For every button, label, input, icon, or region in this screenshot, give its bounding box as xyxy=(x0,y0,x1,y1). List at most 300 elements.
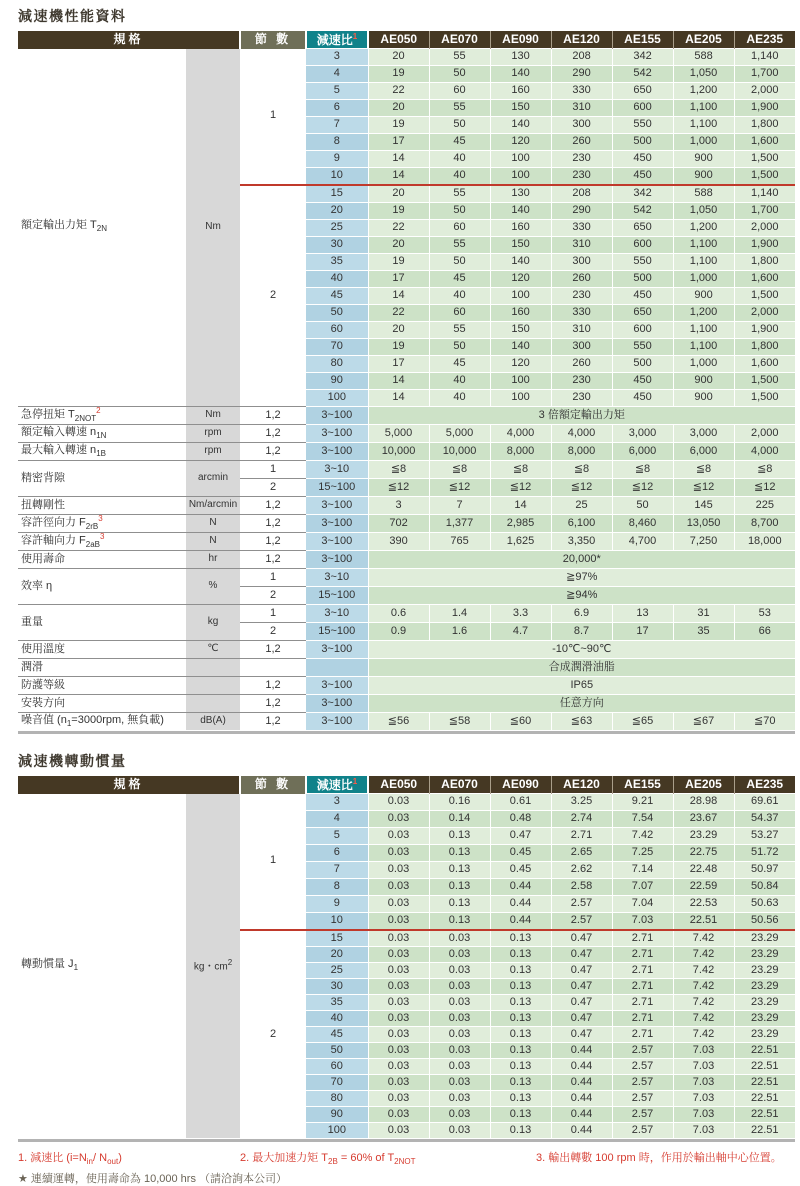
value-cell: 13 xyxy=(612,605,673,623)
value-cell: 22 xyxy=(368,83,429,100)
value-cell: 0.44 xyxy=(551,1075,612,1091)
value-cell: 140 xyxy=(490,339,551,356)
value-cell: 23.29 xyxy=(734,1011,795,1027)
value-cell: 2.71 xyxy=(612,979,673,995)
merged-value-cell: 20,000* xyxy=(368,551,795,569)
value-cell: 45 xyxy=(429,134,490,151)
value-cell: 23.29 xyxy=(734,963,795,979)
ratio-cell: 3~100 xyxy=(306,713,368,731)
ratio-cell: 15~100 xyxy=(306,479,368,497)
header-row xyxy=(18,31,795,49)
value-cell: ≦12 xyxy=(490,479,551,497)
value-cell: 160 xyxy=(490,83,551,100)
product-column-header: AE205 xyxy=(673,31,734,49)
text-segment: 使用壽命 xyxy=(21,552,65,565)
footnote-2 xyxy=(240,1149,536,1166)
value-cell: 7.03 xyxy=(673,1043,734,1059)
value-cell: 160 xyxy=(490,220,551,237)
value-cell: 1,200 xyxy=(673,305,734,322)
spec-row xyxy=(18,515,795,533)
stage-number-cell: 1 xyxy=(240,794,306,931)
spec-unit xyxy=(186,443,240,461)
value-cell: 150 xyxy=(490,100,551,117)
text-segment: 最大輸入轉速 n xyxy=(21,443,97,456)
value-cell: 550 xyxy=(612,254,673,271)
value-cell: 450 xyxy=(612,151,673,168)
value-cell: 22.51 xyxy=(734,1107,795,1123)
value-cell: ≦12 xyxy=(734,479,795,497)
value-cell: 17 xyxy=(368,134,429,151)
value-cell: 2.57 xyxy=(612,1043,673,1059)
spec-row xyxy=(18,677,795,695)
value-cell: 25 xyxy=(551,497,612,515)
spec-unit xyxy=(186,515,240,533)
value-cell: 7.07 xyxy=(612,879,673,896)
value-cell: ≦12 xyxy=(673,479,734,497)
spec-unit xyxy=(186,695,240,713)
spec-row xyxy=(18,533,795,551)
value-cell: 0.03 xyxy=(368,879,429,896)
value-cell: 31 xyxy=(673,605,734,623)
ratio-cell: 4 xyxy=(306,811,368,828)
inertia-table-container xyxy=(18,776,797,1142)
value-cell: 14 xyxy=(368,151,429,168)
ratio-cell: 10 xyxy=(306,913,368,931)
value-cell: 450 xyxy=(612,373,673,390)
value-cell: 2.57 xyxy=(551,896,612,913)
text-segment: 1N xyxy=(96,430,107,440)
value-cell: 0.13 xyxy=(490,979,551,995)
value-cell: 66 xyxy=(734,623,795,641)
value-cell: 120 xyxy=(490,356,551,373)
ratio-cell: 8 xyxy=(306,879,368,896)
spec-row xyxy=(18,641,795,659)
value-cell: 19 xyxy=(368,117,429,134)
spec-label xyxy=(18,497,186,515)
value-cell: 20 xyxy=(368,49,429,66)
text-segment: / N xyxy=(93,1152,108,1164)
value-cell: 0.13 xyxy=(429,845,490,862)
value-cell: 145 xyxy=(673,497,734,515)
value-cell: 120 xyxy=(490,134,551,151)
ratio-cell: 40 xyxy=(306,271,368,288)
value-cell: 330 xyxy=(551,83,612,100)
value-cell: 0.03 xyxy=(429,1123,490,1139)
section-unit xyxy=(186,794,240,1139)
value-cell: 1,050 xyxy=(673,66,734,83)
ratio-cell: 3 xyxy=(306,49,368,66)
product-column-header: AE070 xyxy=(429,31,490,49)
value-cell: 1,100 xyxy=(673,100,734,117)
ratio-cell: 35 xyxy=(306,995,368,1011)
value-cell: 450 xyxy=(612,390,673,407)
value-cell: 765 xyxy=(429,533,490,551)
value-cell: 1,900 xyxy=(734,237,795,254)
value-cell: ≦70 xyxy=(734,713,795,731)
ratio-cell: 10 xyxy=(306,168,368,186)
value-cell: 0.03 xyxy=(429,1091,490,1107)
stage-number-cell: 1,2 xyxy=(240,443,306,461)
value-cell: 14 xyxy=(490,497,551,515)
ratio-cell: 9 xyxy=(306,896,368,913)
value-cell: 22.53 xyxy=(673,896,734,913)
spec-row xyxy=(18,407,795,425)
value-cell: 8,000 xyxy=(490,443,551,461)
value-cell: 900 xyxy=(673,151,734,168)
value-cell: 0.61 xyxy=(490,794,551,811)
header-row xyxy=(18,776,795,794)
value-cell: 120 xyxy=(490,271,551,288)
text-segment: 1B xyxy=(96,448,106,458)
ratio-cell: 35 xyxy=(306,254,368,271)
value-cell: 2.71 xyxy=(612,963,673,979)
value-cell: 19 xyxy=(368,339,429,356)
value-cell: 1,100 xyxy=(673,322,734,339)
value-cell: 0.03 xyxy=(368,896,429,913)
spec-row xyxy=(18,551,795,569)
value-cell: 3,000 xyxy=(673,425,734,443)
value-cell: 588 xyxy=(673,185,734,203)
value-cell: 0.03 xyxy=(429,1011,490,1027)
ratio-cell: 3~100 xyxy=(306,425,368,443)
ratio-cell: 8 xyxy=(306,134,368,151)
value-cell: 100 xyxy=(490,373,551,390)
data-table xyxy=(18,31,795,730)
footnote-1 xyxy=(18,1149,240,1166)
text-segment: hr xyxy=(208,553,218,565)
value-cell: 7.42 xyxy=(673,930,734,947)
value-cell: 0.03 xyxy=(429,1059,490,1075)
value-cell: 22.75 xyxy=(673,845,734,862)
value-cell: 300 xyxy=(551,117,612,134)
value-cell: 7.42 xyxy=(612,828,673,845)
text-segment: 2N xyxy=(96,224,108,234)
value-cell: 2.57 xyxy=(551,913,612,931)
value-cell: ≦56 xyxy=(368,713,429,731)
value-cell: 300 xyxy=(551,339,612,356)
value-cell: 600 xyxy=(612,322,673,339)
value-cell: 7.03 xyxy=(673,1075,734,1091)
value-cell: 55 xyxy=(429,185,490,203)
value-cell: 0.47 xyxy=(551,930,612,947)
text-segment: 轉動慣量 J xyxy=(21,957,74,970)
ratio-cell: 5 xyxy=(306,83,368,100)
ratio-cell xyxy=(306,659,368,677)
value-cell: 0.03 xyxy=(368,828,429,845)
value-cell: 60 xyxy=(429,220,490,237)
value-cell: 7.03 xyxy=(673,1091,734,1107)
spec-unit xyxy=(186,641,240,659)
value-cell: 2.74 xyxy=(551,811,612,828)
value-cell: 2.71 xyxy=(612,1011,673,1027)
value-cell: 0.03 xyxy=(368,963,429,979)
value-cell: 19 xyxy=(368,254,429,271)
value-cell: 0.03 xyxy=(368,995,429,1011)
value-cell: 1,800 xyxy=(734,339,795,356)
ratio-cell: 45 xyxy=(306,1027,368,1043)
value-cell: 1,140 xyxy=(734,185,795,203)
value-cell: 1,100 xyxy=(673,339,734,356)
value-cell: 3,000 xyxy=(612,425,673,443)
value-cell: 0.03 xyxy=(368,1107,429,1123)
spec-row xyxy=(18,497,795,515)
ratio-cell: 80 xyxy=(306,1091,368,1107)
value-cell: 500 xyxy=(612,356,673,373)
value-cell: 53 xyxy=(734,605,795,623)
text-segment: = 60% of T xyxy=(337,1152,395,1164)
value-cell: 8,700 xyxy=(734,515,795,533)
text-segment: ) xyxy=(118,1152,122,1164)
value-cell: 150 xyxy=(490,322,551,339)
value-cell: 1,600 xyxy=(734,356,795,373)
text-segment: ★ 連續運轉，使用壽命為 10,000 hrs （請洽詢本公司） xyxy=(18,1173,288,1186)
value-cell: 23.29 xyxy=(734,930,795,947)
text-segment: 1 xyxy=(73,963,79,973)
product-column-header: AE090 xyxy=(490,31,551,49)
value-cell: 100 xyxy=(490,390,551,407)
value-cell: 0.13 xyxy=(490,1075,551,1091)
spec-row xyxy=(18,443,795,461)
ratio-cell: 80 xyxy=(306,356,368,373)
ratio-cell: 3~100 xyxy=(306,497,368,515)
ratio-cell: 3~10 xyxy=(306,569,368,587)
value-cell: 3 xyxy=(368,497,429,515)
stage-number-cell: 2 xyxy=(240,479,306,497)
value-cell: 0.03 xyxy=(368,1075,429,1091)
spec-unit xyxy=(186,461,240,497)
ratio-cell: 30 xyxy=(306,979,368,995)
text-segment: out xyxy=(107,1157,119,1167)
text-segment: =3000rpm, 無負載) xyxy=(71,713,164,726)
stage-column-header: 節 數 xyxy=(240,31,306,49)
ratio-cell: 3~100 xyxy=(306,677,368,695)
merged-value-cell: ≧94% xyxy=(368,587,795,605)
product-column-header: AE090 xyxy=(490,776,551,794)
value-cell: 1,900 xyxy=(734,322,795,339)
value-cell: 10,000 xyxy=(429,443,490,461)
value-cell: 10,000 xyxy=(368,443,429,461)
value-cell: 45 xyxy=(429,271,490,288)
ratio-cell: 3~100 xyxy=(306,515,368,533)
stage-number-cell: 1,2 xyxy=(240,695,306,713)
value-cell: 0.13 xyxy=(429,862,490,879)
value-cell: ≦8 xyxy=(551,461,612,479)
stage-number-cell: 1,2 xyxy=(240,533,306,551)
ratio-cell: 100 xyxy=(306,390,368,407)
value-cell: ≦12 xyxy=(368,479,429,497)
product-column-header: AE155 xyxy=(612,31,673,49)
value-cell: 0.03 xyxy=(368,1091,429,1107)
spec-unit xyxy=(186,551,240,569)
value-cell: 2.58 xyxy=(551,879,612,896)
value-cell: 69.61 xyxy=(734,794,795,811)
ratio-cell: 3~10 xyxy=(306,461,368,479)
value-cell: 1.4 xyxy=(429,605,490,623)
text-segment: 2aB xyxy=(85,540,101,550)
spec-column-header: 規格 xyxy=(18,776,240,794)
value-cell: 2.71 xyxy=(612,1027,673,1043)
value-cell: 2.71 xyxy=(612,930,673,947)
text-segment: 扭轉剛性 xyxy=(21,498,65,511)
value-cell: 0.03 xyxy=(429,1075,490,1091)
value-cell: 342 xyxy=(612,49,673,66)
value-cell: 1,625 xyxy=(490,533,551,551)
value-cell: 0.44 xyxy=(551,1043,612,1059)
value-cell: 140 xyxy=(490,203,551,220)
value-cell: 140 xyxy=(490,117,551,134)
spec-label xyxy=(18,551,186,569)
value-cell: 22.59 xyxy=(673,879,734,896)
footnotes xyxy=(18,1149,797,1186)
ratio-cell: 3~100 xyxy=(306,551,368,569)
value-cell: 0.47 xyxy=(490,828,551,845)
value-cell: 50 xyxy=(429,203,490,220)
footnote-star xyxy=(18,1170,797,1186)
value-cell: 550 xyxy=(612,117,673,134)
value-cell: 1,100 xyxy=(673,237,734,254)
value-cell: 20 xyxy=(368,237,429,254)
spec-unit xyxy=(186,605,240,641)
value-cell: 50.97 xyxy=(734,862,795,879)
value-cell: 0.13 xyxy=(429,828,490,845)
value-cell: 0.03 xyxy=(429,1027,490,1043)
value-cell: 17 xyxy=(368,356,429,373)
value-cell: 0.13 xyxy=(490,1043,551,1059)
ratio-cell: 15 xyxy=(306,930,368,947)
value-cell: 2.57 xyxy=(612,1059,673,1075)
value-cell: 22 xyxy=(368,220,429,237)
footnote-line xyxy=(18,1149,797,1166)
ratio-cell: 4 xyxy=(306,66,368,83)
value-cell: 310 xyxy=(551,322,612,339)
value-cell: 7.54 xyxy=(612,811,673,828)
value-cell: 290 xyxy=(551,66,612,83)
text-segment: 2B xyxy=(328,1157,338,1167)
value-cell: 6,000 xyxy=(612,443,673,461)
value-cell: 45 xyxy=(429,356,490,373)
value-cell: 17 xyxy=(612,623,673,641)
stage-number-cell: 2 xyxy=(240,623,306,641)
spec-label xyxy=(18,533,186,551)
value-cell: 50 xyxy=(429,254,490,271)
value-cell: 0.9 xyxy=(368,623,429,641)
value-cell: 1,100 xyxy=(673,117,734,134)
spec-unit xyxy=(186,425,240,443)
value-cell: 7 xyxy=(429,497,490,515)
value-cell: 230 xyxy=(551,288,612,305)
value-cell: 0.03 xyxy=(368,862,429,879)
text-segment: Nm xyxy=(205,409,221,421)
value-cell: 19 xyxy=(368,203,429,220)
value-cell: 5,000 xyxy=(368,425,429,443)
data-row xyxy=(18,49,795,66)
value-cell: 7.42 xyxy=(673,1011,734,1027)
value-cell: 23.29 xyxy=(673,828,734,845)
value-cell: 550 xyxy=(612,339,673,356)
value-cell: 2,985 xyxy=(490,515,551,533)
value-cell: 0.44 xyxy=(551,1123,612,1139)
value-cell: 5,000 xyxy=(429,425,490,443)
performance-table-container xyxy=(18,31,797,734)
text-segment: ℃ xyxy=(207,643,219,655)
value-cell: 0.44 xyxy=(490,896,551,913)
value-cell: 290 xyxy=(551,203,612,220)
stage-number-cell: 1,2 xyxy=(240,677,306,695)
ratio-cell: 50 xyxy=(306,305,368,322)
value-cell: 8,000 xyxy=(551,443,612,461)
value-cell: 310 xyxy=(551,100,612,117)
value-cell: 0.03 xyxy=(368,1123,429,1139)
value-cell: 0.03 xyxy=(429,1043,490,1059)
value-cell: 2.71 xyxy=(612,947,673,963)
value-cell: 13,050 xyxy=(673,515,734,533)
ratio-cell: 15~100 xyxy=(306,587,368,605)
value-cell: 22.51 xyxy=(734,1043,795,1059)
value-cell: 0.13 xyxy=(490,1123,551,1139)
merged-value-cell: 3 倍額定輸出力矩 xyxy=(368,407,795,425)
value-cell: 0.03 xyxy=(368,1027,429,1043)
ratio-cell: 70 xyxy=(306,1075,368,1091)
text-segment: 精密背隙 xyxy=(21,471,65,484)
value-cell: 0.44 xyxy=(490,879,551,896)
value-cell: 4,700 xyxy=(612,533,673,551)
stage-number-cell: 1,2 xyxy=(240,407,306,425)
text-segment: Nm xyxy=(205,221,221,232)
value-cell: 0.47 xyxy=(551,995,612,1011)
ratio-cell: 3~100 xyxy=(306,533,368,551)
text-segment: Nm/arcmin xyxy=(188,499,238,511)
value-cell: 1,600 xyxy=(734,134,795,151)
stage-number-cell: 1,2 xyxy=(240,641,306,659)
value-cell: 35 xyxy=(673,623,734,641)
ratio-cell: 3 xyxy=(306,794,368,811)
value-cell: 20 xyxy=(368,322,429,339)
value-cell: ≦12 xyxy=(429,479,490,497)
value-cell: 50.63 xyxy=(734,896,795,913)
ratio-cell: 15 xyxy=(306,185,368,203)
value-cell: 0.03 xyxy=(368,794,429,811)
value-cell: 260 xyxy=(551,356,612,373)
value-cell: 0.13 xyxy=(490,1011,551,1027)
value-cell: 7.03 xyxy=(673,1123,734,1139)
value-cell: 0.16 xyxy=(429,794,490,811)
value-cell: 100 xyxy=(490,288,551,305)
value-cell: 22.51 xyxy=(734,1059,795,1075)
stage-number-cell: 1,2 xyxy=(240,713,306,731)
text-segment: 2 xyxy=(227,957,233,967)
spec-label xyxy=(18,425,186,443)
value-cell: 230 xyxy=(551,390,612,407)
value-cell: 4,000 xyxy=(490,425,551,443)
value-cell: 0.03 xyxy=(429,979,490,995)
text-segment: N xyxy=(209,535,217,547)
value-cell: 2,000 xyxy=(734,305,795,322)
ratio-cell: 20 xyxy=(306,203,368,220)
value-cell: 7,250 xyxy=(673,533,734,551)
value-cell: 0.03 xyxy=(429,963,490,979)
value-cell: ≦63 xyxy=(551,713,612,731)
stage-number-cell: 1,2 xyxy=(240,551,306,569)
value-cell: 260 xyxy=(551,134,612,151)
value-cell: 160 xyxy=(490,305,551,322)
merged-value-cell: IP65 xyxy=(368,677,795,695)
spec-unit xyxy=(186,659,240,677)
value-cell: 2.57 xyxy=(612,1091,673,1107)
value-cell: 0.03 xyxy=(368,979,429,995)
value-cell: 6,000 xyxy=(673,443,734,461)
value-cell: 0.13 xyxy=(490,1059,551,1075)
value-cell: 20 xyxy=(368,100,429,117)
